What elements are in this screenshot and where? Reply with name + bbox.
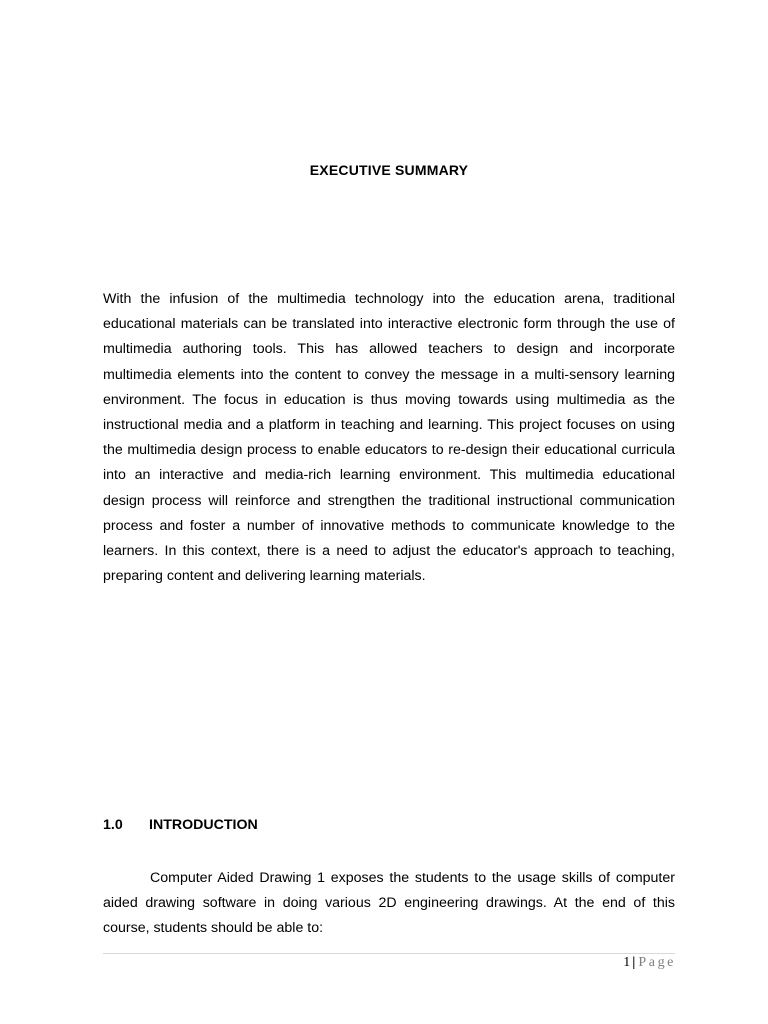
page-number: 1 xyxy=(623,955,631,970)
executive-summary-heading: EXECUTIVE SUMMARY xyxy=(309,162,469,178)
page-footer xyxy=(623,955,676,971)
section-title: INTRODUCTION xyxy=(149,817,258,833)
introduction-heading xyxy=(103,817,258,833)
introduction-paragraph: Computer Aided Drawing 1 exposes the students to the usage skills of computer aided drawing software in doing various 2D engineering drawings. At the end of this course, students should be able to: xyxy=(103,870,675,937)
footer-divider xyxy=(103,953,675,954)
executive-summary-paragraph: With the infusion of the multimedia technology into the education arena, traditional educational materials can be translated into interactive electronic form through the use of multimedia authoring tools. This has allowed teachers to design and incorporate multimedia elements into the content to convey the message in a multi-sensory learning environment. The focus in education is thus moving towards using multimedia as the instructional media and a platform in teaching and learning. This project focuses on using the multimedia design process to enable educators to re-design their educational curricula into an interactive and media-rich learning environment. This multimedia educational design process will reinforce and strengthen the traditional instructional communication process and foster a number of innovative methods to communicate knowledge to the learners. In this context, there is a need to adjust the educator's approach to teaching, preparing content and delivering learning materials. xyxy=(103,291,675,585)
page-label: Page xyxy=(638,955,676,970)
section-number: 1.0 xyxy=(103,817,123,833)
page-separator: | xyxy=(632,955,636,970)
